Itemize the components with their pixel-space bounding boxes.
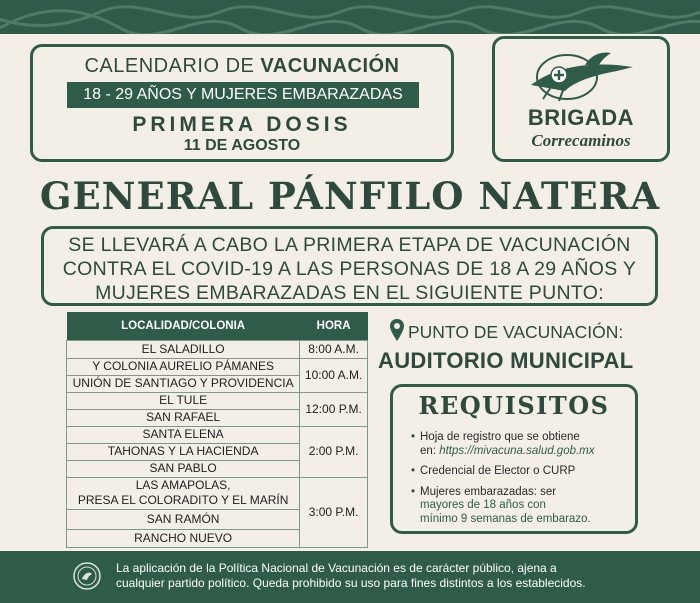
locality-cell: SAN RAFAEL bbox=[67, 409, 300, 426]
locality-cell: TAHONAS Y LA HACIENDA bbox=[67, 443, 300, 460]
hour-cell: 8:00 A.M. bbox=[300, 340, 368, 358]
locality-cell: SAN RAMÓN bbox=[67, 509, 300, 529]
footer-disclaimer-bar bbox=[0, 551, 700, 603]
locality-cell: SANTA ELENA bbox=[67, 426, 300, 443]
list-item: • Credencial de Elector o CURP bbox=[411, 465, 637, 479]
table-row bbox=[67, 358, 368, 375]
requirements-card bbox=[390, 384, 638, 534]
brigade-subtitle: Correcaminos bbox=[531, 131, 631, 150]
national-seal-icon bbox=[72, 561, 102, 591]
vaccination-point-label: PUNTO DE VACUNACIÓN: bbox=[408, 322, 624, 342]
announcement-line: MUJERES EMBARAZADAS EN EL SIGUIENTE PUNTO: bbox=[95, 282, 604, 304]
locality-column-header: LOCALIDAD/COLONIA bbox=[67, 312, 300, 340]
schedule-table bbox=[66, 312, 368, 548]
brigade-logo-card bbox=[492, 36, 670, 162]
registration-link[interactable]: https://mivacuna.salud.gob.mx bbox=[439, 444, 595, 457]
locality-cell: EL SALADILLO bbox=[67, 340, 300, 358]
brigade-title: BRIGADA bbox=[527, 105, 635, 130]
hour-cell: 12:00 P.M. bbox=[300, 392, 368, 426]
hour-cell: 3:00 P.M. bbox=[300, 477, 368, 547]
table-row bbox=[67, 477, 368, 509]
location-pin-icon bbox=[389, 318, 405, 342]
vaccination-point-venue: AUDITORIO MUNICIPAL bbox=[378, 348, 634, 373]
locality-cell: EL TULE bbox=[67, 392, 300, 409]
table-row bbox=[67, 426, 368, 443]
locality-line: LAS AMAPOLAS, bbox=[135, 478, 231, 492]
announcement-box bbox=[41, 226, 658, 306]
decorative-pattern-band bbox=[0, 0, 700, 34]
dose-label: PRIMERA DOSIS bbox=[132, 113, 352, 136]
hour-column-header: HORA bbox=[300, 312, 368, 340]
table-row bbox=[67, 340, 368, 358]
disclaimer-text: La aplicación de la Política Nacional de Vacunación es de carácter público, ajena a cualquier partido político. Queda prohibido su uso para fines distintos a los establecidos. bbox=[116, 561, 586, 590]
locality-cell: Y COLONIA AURELIO PÁMANES bbox=[67, 358, 300, 375]
hour-cell: 2:00 P.M. bbox=[300, 426, 368, 477]
locality-cell: UNIÓN DE SANTIAGO Y PROVIDENCIA bbox=[67, 375, 300, 392]
locality-cell: RANCHO NUEVO bbox=[67, 529, 300, 547]
locality-line: PRESA EL COLORADITO Y EL MARÍN bbox=[77, 493, 289, 507]
vaccination-calendar-card bbox=[30, 44, 454, 162]
table-header-row bbox=[67, 312, 368, 340]
vaccination-date: 11 DE AGOSTO bbox=[183, 137, 301, 154]
locality-cell bbox=[67, 477, 300, 509]
announcement-line: SE LLEVARÁ A CABO LA PRIMERA ETAPA DE VACUNACIÓN bbox=[68, 234, 631, 256]
list-item: • Mujeres embarazadas: ser mayores de 18 años con mínimo 9 semanas de embarazo. bbox=[411, 486, 637, 527]
list-item: • Hoja de registro que se obtiene en: https://mivacuna.salud.gob.mx bbox=[411, 431, 637, 458]
hour-cell: 10:00 A.M. bbox=[300, 358, 368, 392]
table-row bbox=[67, 392, 368, 409]
calendar-title: CALENDARIO DE VACUNACIÓN bbox=[84, 55, 400, 77]
municipality-heading: GENERAL PÁNFILO NATERA bbox=[39, 174, 661, 218]
requirements-title: REQUISITOS bbox=[418, 391, 610, 420]
age-group-banner: 18 - 29 AÑOS Y MUJERES EMBARAZADAS bbox=[67, 82, 419, 108]
requirements-list bbox=[411, 431, 637, 533]
roadrunner-logo-icon bbox=[525, 45, 637, 103]
locality-cell: SAN PABLO bbox=[67, 460, 300, 477]
announcement-line: CONTRA EL COVID-19 A LAS PERSONAS DE 18 A 29 AÑOS Y bbox=[62, 258, 637, 280]
